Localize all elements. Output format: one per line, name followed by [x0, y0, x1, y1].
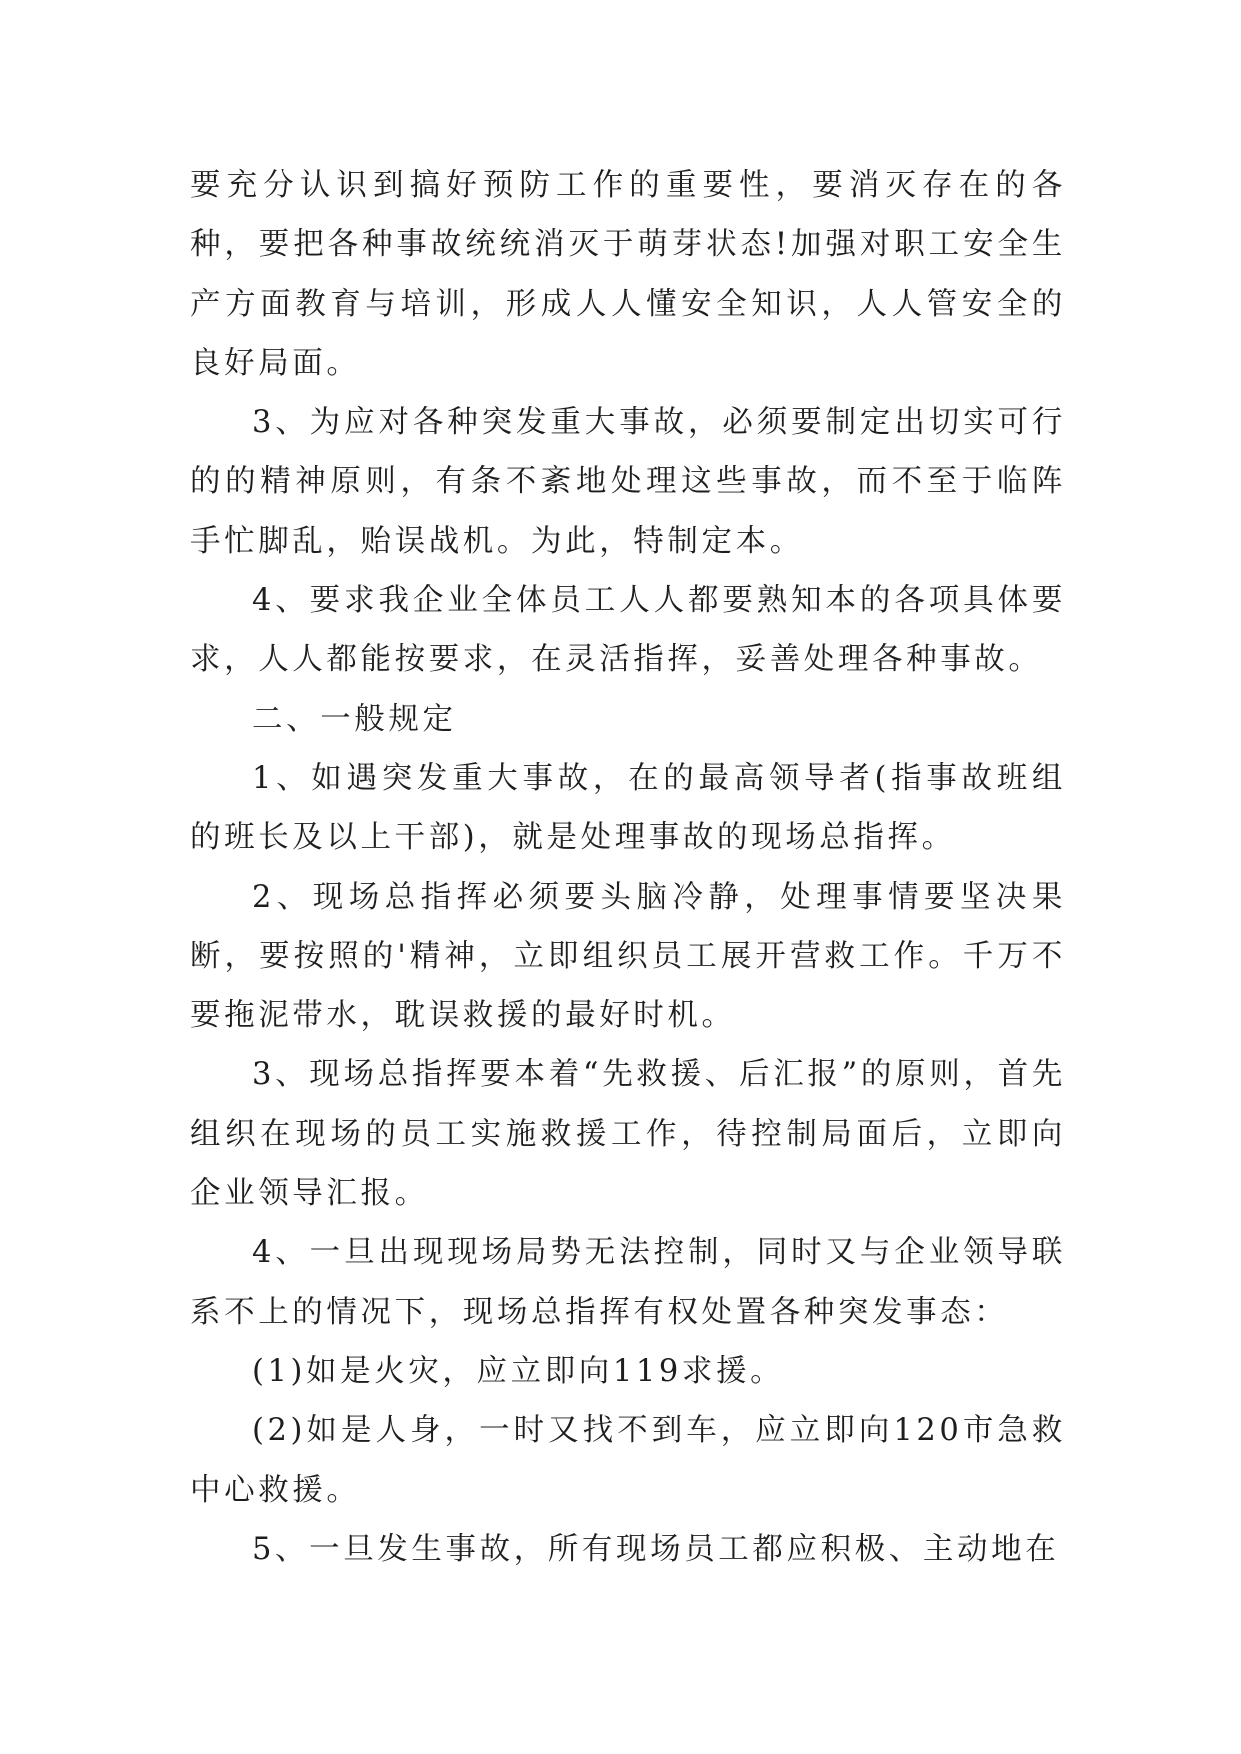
paragraph-rule-5-incident-response: 5、一旦发生事故，所有现场员工都应积极、主动地在: [252, 1531, 1060, 1567]
document-body: [190, 156, 1066, 1579]
paragraph-subrule-fire-119: (1)如是火灾，应立即向119求援。: [252, 1353, 785, 1389]
section-heading-general-rules: 二、一般规定: [252, 701, 457, 737]
paragraph-item-3-contingency-principle: 3、为应对各种突发重大事故，必须要制定出切实可行的的精神原则，有条不紊地处理这些事故，而不至于临阵手忙脚乱，贻误战机。为此，特制定本。: [190, 405, 1066, 559]
paragraph-item-4-staff-requirement: 4、要求我企业全体员工人人都要熟知本的各项具体要求，人人都能按要求，在灵活指挥，妥善处理各种事故。: [190, 583, 1066, 678]
paragraph-intro-continued: 要充分认识到搞好预防工作的重要性，要消灭存在的各种，要把各种事故统统消灭于萌芽状态!加强对职工安全生产方面教育与培训，形成人人懂安全知识，人人管安全的良好局面。: [190, 168, 1066, 381]
paragraph-rule-3-rescue-first: 3、现场总指挥要本着“先救援、后汇报”的原则，首先组织在现场的员工实施救援工作，待控制局面后，立即向企业领导汇报。: [190, 1057, 1066, 1212]
paragraph-subrule-injury-120: (2)如是人身，一时又找不到车，应立即向120市急救中心救援。: [190, 1413, 1066, 1508]
paragraph-rule-4-emergency-authority: 4、一旦出现现场局势无法控制，同时又与企业领导联系不上的情况下，现场总指挥有权处置各种突发事态：: [190, 1235, 1066, 1330]
paragraph-rule-2-calm-decisive: 2、现场总指挥必须要头脑冷静，处理事情要坚决果断，要按照的'精神，立即组织员工展开营救工作。千万不要拖泥带水，耽误救援的最好时机。: [190, 879, 1066, 1034]
paragraph-rule-1-commander: 1、如遇突发重大事故，在的最高领导者(指事故班组的班长及以上干部)，就是处理事故的现场总指挥。: [190, 760, 1066, 856]
